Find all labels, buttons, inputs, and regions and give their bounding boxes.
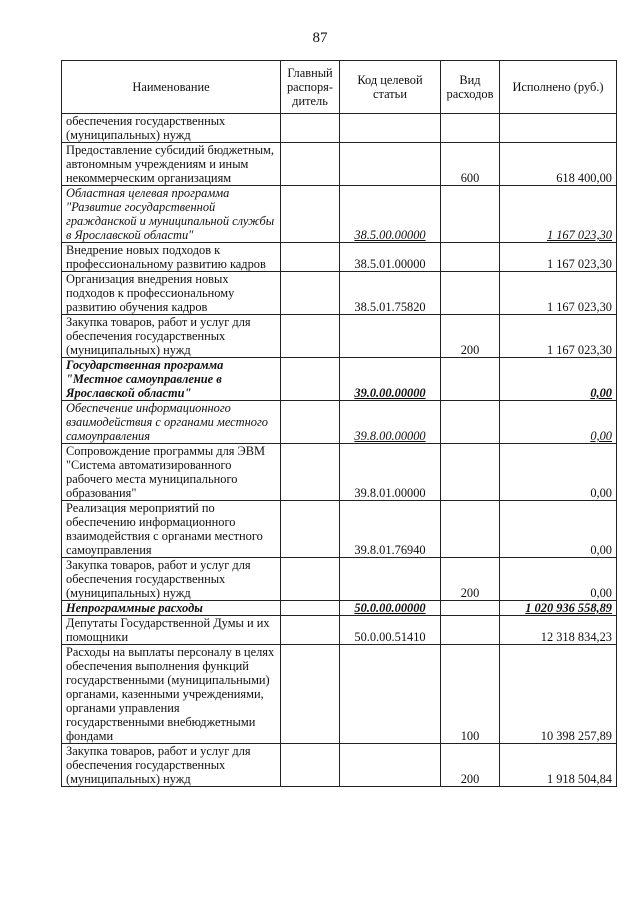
row-target-code (340, 744, 441, 787)
table-row (62, 645, 617, 744)
row-name: Реализация мероприятий по обеспечению информационного взаимодействия с органами местного самоуправления (62, 501, 281, 558)
table-row (62, 616, 617, 645)
table-row (62, 601, 617, 616)
row-executed-sum: 0,00 (500, 558, 617, 601)
row-target-code (340, 645, 441, 744)
row-name: Предоставление субсидий бюджетным, автономным учреждениям и иным некоммерческим организациям (62, 143, 281, 186)
row-name: обеспечения государственных (муниципальных) нужд (62, 114, 281, 143)
row-executed-sum: 1 167 023,30 (500, 243, 617, 272)
row-name: Закупка товаров, работ и услуг для обеспечения государственных (муниципальных) нужд (62, 744, 281, 787)
row-name: Закупка товаров, работ и услуг для обеспечения государственных (муниципальных) нужд (62, 558, 281, 601)
row-expense-kind: 200 (441, 744, 500, 787)
row-expense-kind (441, 501, 500, 558)
row-target-code: 39.8.01.76940 (340, 501, 441, 558)
row-main-manager (281, 645, 340, 744)
table-row (62, 143, 617, 186)
row-main-manager (281, 358, 340, 401)
row-main-manager (281, 501, 340, 558)
table-body (62, 114, 617, 787)
row-main-manager (281, 186, 340, 243)
table-row (62, 243, 617, 272)
row-target-code: 38.5.01.75820 (340, 272, 441, 315)
row-executed-sum: 0,00 (500, 501, 617, 558)
row-name: Депутаты Государственной Думы и их помощники (62, 616, 281, 645)
row-executed-sum: 0,00 (500, 444, 617, 501)
row-main-manager (281, 315, 340, 358)
row-main-manager (281, 601, 340, 616)
row-expense-kind (441, 243, 500, 272)
row-main-manager (281, 444, 340, 501)
row-expense-kind: 600 (441, 143, 500, 186)
table-row (62, 401, 617, 444)
row-main-manager (281, 243, 340, 272)
row-name: Закупка товаров, работ и услуг для обеспечения государственных (муниципальных) нужд (62, 315, 281, 358)
row-name: Государственная программа "Местное самоуправление в Ярославской области" (62, 358, 281, 401)
row-executed-sum: 1 918 504,84 (500, 744, 617, 787)
row-target-code (340, 315, 441, 358)
header-target-code: Код целевой статьи (340, 61, 441, 114)
row-executed-sum: 0,00 (500, 358, 617, 401)
row-executed-sum: 618 400,00 (500, 143, 617, 186)
row-executed-sum: 1 167 023,30 (500, 186, 617, 243)
row-expense-kind: 200 (441, 558, 500, 601)
row-executed-sum: 12 318 834,23 (500, 616, 617, 645)
row-executed-sum: 0,00 (500, 401, 617, 444)
header-executed-sum: Исполнено (руб.) (500, 61, 617, 114)
row-expense-kind (441, 601, 500, 616)
row-executed-sum: 1 167 023,30 (500, 315, 617, 358)
row-target-code: 38.5.00.00000 (340, 186, 441, 243)
row-expense-kind: 100 (441, 645, 500, 744)
row-target-code: 39.8.01.00000 (340, 444, 441, 501)
header-name: Наименование (62, 61, 281, 114)
row-main-manager (281, 744, 340, 787)
row-main-manager (281, 616, 340, 645)
row-executed-sum (500, 114, 617, 143)
page-number: 87 (312, 30, 328, 46)
table-row (62, 444, 617, 501)
row-target-code (340, 143, 441, 186)
row-target-code: 39.8.00.00000 (340, 401, 441, 444)
row-target-code: 50.0.00.00000 (340, 601, 441, 616)
header-expense-kind: Вид расходов (441, 61, 500, 114)
row-target-code (340, 558, 441, 601)
row-name: Областная целевая программа "Развитие государственной гражданской и муниципальной службы в Ярославской области" (62, 186, 281, 243)
row-name: Организация внедрения новых подходов к профессиональному развитию обучения кадров (62, 272, 281, 315)
row-expense-kind (441, 272, 500, 315)
row-target-code (340, 114, 441, 143)
table-row (62, 358, 617, 401)
row-target-code: 39.0.00.00000 (340, 358, 441, 401)
row-main-manager (281, 114, 340, 143)
row-expense-kind: 200 (441, 315, 500, 358)
row-main-manager (281, 401, 340, 444)
row-name: Обеспечение информационного взаимодействия с органами местного самоуправления (62, 401, 281, 444)
row-target-code: 50.0.00.51410 (340, 616, 441, 645)
row-expense-kind (441, 358, 500, 401)
row-expense-kind (441, 444, 500, 501)
table-row (62, 315, 617, 358)
row-main-manager (281, 272, 340, 315)
table-header-row (62, 61, 617, 114)
row-name: Внедрение новых подходов к профессиональному развитию кадров (62, 243, 281, 272)
budget-table (61, 60, 617, 787)
row-executed-sum: 1 020 936 558,89 (500, 601, 617, 616)
table-row (62, 558, 617, 601)
row-executed-sum: 10 398 257,89 (500, 645, 617, 744)
row-name: Расходы на выплаты персоналу в целях обеспечения выполнения функций государственными (муниципальными) органами, казенными учреждениями, органами управления государственными внебюджетными фондами (62, 645, 281, 744)
row-main-manager (281, 143, 340, 186)
table-row (62, 501, 617, 558)
row-expense-kind (441, 616, 500, 645)
row-expense-kind (441, 186, 500, 243)
table-row (62, 114, 617, 143)
row-expense-kind (441, 401, 500, 444)
table-row (62, 744, 617, 787)
row-main-manager (281, 558, 340, 601)
row-executed-sum: 1 167 023,30 (500, 272, 617, 315)
row-target-code: 38.5.01.00000 (340, 243, 441, 272)
row-name: Сопровождение программы для ЭВМ "Система автоматизированного рабочего места муниципального образования" (62, 444, 281, 501)
table-row (62, 186, 617, 243)
header-main-manager: Главный распоря-дитель (281, 61, 340, 114)
table-row (62, 272, 617, 315)
row-expense-kind (441, 114, 500, 143)
row-name: Непрограммные расходы (62, 601, 281, 616)
